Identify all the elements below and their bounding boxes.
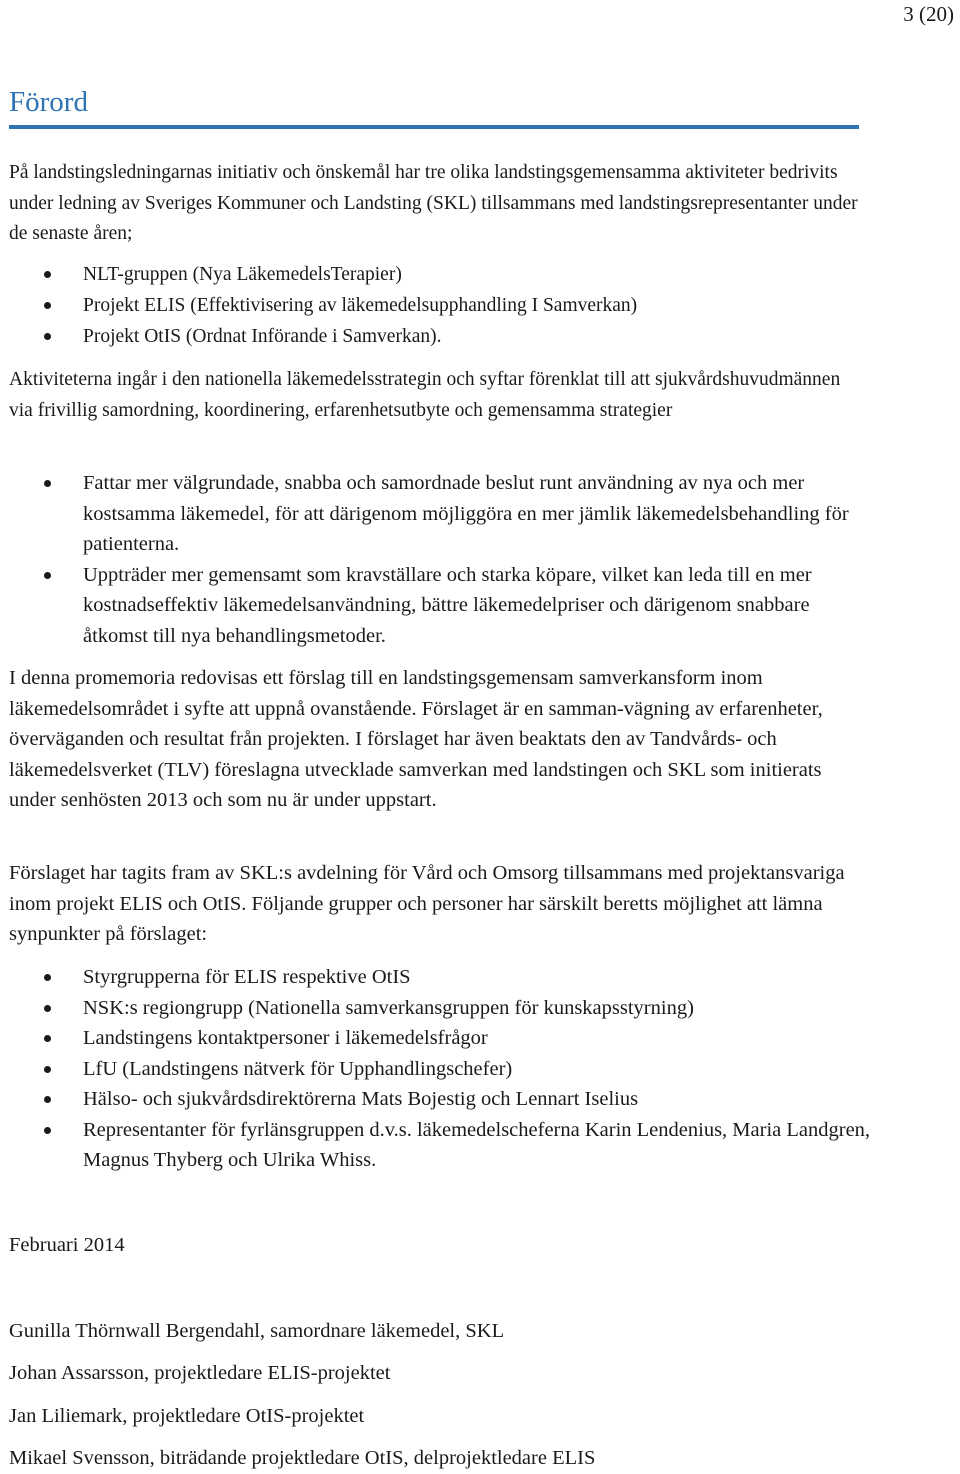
signature-line: Johan Assarsson, projektledare ELIS-projektet <box>9 1362 391 1384</box>
intro-paragraph: På landstingsledningarnas initiativ och önskemål har tre olika landstingsgemensamma aktiviteter bedrivits under ledning av Sveriges Kommuner och Landsting (SKL) tillsammans med landstingsrepresentanter under de senaste åren; <box>9 162 858 244</box>
list-item <box>0 259 637 290</box>
bullet-icon <box>44 333 51 340</box>
authors-paragraph: Förslaget har tagits fram av SKL:s avdelning för Vård och Omsorg tillsammans med projektansvariga inom projekt ELIS och OtIS. Följande grupper och personer har särskilt beretts möjlighet att lämna synpunkter på förslaget: <box>9 862 845 945</box>
list-item <box>0 1115 873 1176</box>
list-item <box>0 321 637 352</box>
list-item-text: Representanter för fyrlänsgruppen d.v.s. läkemedelscheferna Karin Lendenius, Maria Landgren, Magnus Thyberg och Ulrika Whiss. <box>83 1118 871 1171</box>
groups-list <box>0 962 873 1176</box>
page-number: 3 (20) <box>903 2 954 26</box>
page-title: Förord <box>9 86 88 118</box>
signature-line: Gunilla Thörnwall Bergendahl, samordnare läkemedel, SKL <box>9 1320 505 1342</box>
list-item <box>0 962 873 993</box>
activities-list <box>0 259 637 352</box>
heading-rule <box>9 125 859 129</box>
list-item-text: Hälso- och sjukvårdsdirektörerna Mats Bojestig och Lennart Iselius <box>83 1088 639 1110</box>
list-item-text: NLT-gruppen (Nya LäkemedelsTerapier) <box>83 264 402 285</box>
bullet-icon <box>44 271 51 278</box>
list-item <box>0 560 873 652</box>
list-item <box>0 1054 873 1085</box>
list-item-text: LfU (Landstingens nätverk för Upphandlingschefer) <box>83 1057 513 1080</box>
proposal-paragraph: I denna promemoria redovisas ett förslag till en landstingsgemensam samverkansform inom läkemedelsområdet i syfte att uppnå ovanstående. Förslaget är en samman-vägning av erfarenheter, överväganden och resultat från projekten. I förslaget har även beaktats den av Tandvårds- och läkemedelsverket (TLV) föreslagna utvecklade samverkan med landstingen och SKL som initierats under senhösten 2013 och som nu är under uppstart. <box>9 667 823 811</box>
signature-line: Jan Liliemark, projektledare OtIS-projektet <box>9 1405 365 1427</box>
purpose-paragraph: Aktiviteterna ingår i den nationella läkemedelsstrategin och syftar förenklat till att sjukvårdshuvudmännen via frivillig samordning, koordinering, erfarenhetsutbyte och gemensamma strategier <box>9 369 841 421</box>
list-item-text: Projekt ELIS (Effektivisering av läkemedelsupphandling I Samverkan) <box>83 295 638 316</box>
bullet-icon <box>44 1005 51 1012</box>
signature-line: Mikael Svensson, biträdande projektledare OtIS, delprojektledare ELIS <box>9 1447 596 1469</box>
bullet-icon <box>44 480 51 487</box>
list-item-text: NSK:s regiongrupp (Nationella samverkansgruppen för kunskapsstyrning) <box>83 996 694 1019</box>
bullet-icon <box>44 302 51 309</box>
bullet-icon <box>44 1035 51 1042</box>
bullet-icon <box>44 1127 51 1134</box>
bullet-icon <box>44 1096 51 1103</box>
list-item <box>0 1023 873 1054</box>
list-item-text: Fattar mer välgrundade, snabba och samordnade beslut runt användning av nya och mer kostsamma läkemedel, för att därigenom möjliggöra en mer jämlik läkemedelsbehandling för patienterna. <box>83 472 849 555</box>
bullet-icon <box>44 1066 51 1073</box>
list-item <box>0 468 873 560</box>
list-item <box>0 1084 873 1115</box>
list-item-text: Uppträder mer gemensamt som kravställare och starka köpare, vilket kan leda till en mer kostnadseffektiv läkemedelsanvändning, bättre läkemedelpriser och därigenom snabbare åtkomst till nya behandlingsmetoder. <box>83 563 812 647</box>
bullet-icon <box>44 974 51 981</box>
bullet-icon <box>44 572 51 579</box>
list-item <box>0 290 637 321</box>
list-item-text: Projekt OtIS (Ordnat Införande i Samverkan). <box>83 326 442 347</box>
goals-list <box>0 468 873 651</box>
list-item-text: Styrgrupperna för ELIS respektive OtIS <box>83 966 411 988</box>
document-date: Februari 2014 <box>9 1234 125 1256</box>
list-item <box>0 993 873 1024</box>
list-item-text: Landstingens kontaktpersoner i läkemedelsfrågor <box>83 1027 488 1049</box>
